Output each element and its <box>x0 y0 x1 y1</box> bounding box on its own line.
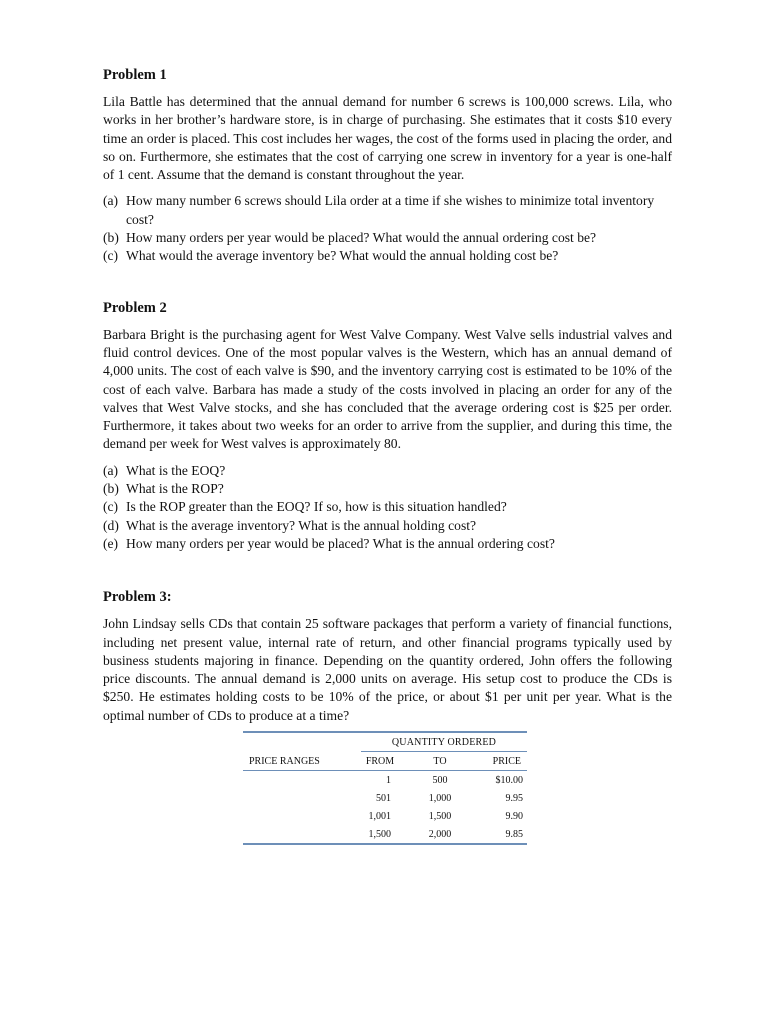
question-item <box>103 462 672 480</box>
question-item <box>103 480 672 498</box>
table-cell: 9.95 <box>505 792 523 804</box>
table-header-row <box>243 752 527 770</box>
quantity-ordered-header: QUANTITY ORDERED <box>391 736 497 748</box>
price-discount-table <box>243 731 527 845</box>
question-item <box>103 229 672 247</box>
question-text: How many number 6 screws should Lila order at a time if she wishes to minimize total inventory cost? <box>126 193 655 227</box>
question-text: What is the EOQ? <box>126 462 226 478</box>
problem-2-title: Problem 2 <box>103 299 167 316</box>
question-item <box>103 247 672 265</box>
question-item <box>103 192 672 229</box>
question-text: What would the average inventory be? What would the annual holding cost be? <box>126 248 559 264</box>
question-label: (e) <box>103 535 119 551</box>
question-label: (a) <box>103 193 119 209</box>
question-item <box>103 498 672 516</box>
column-header: PRICE <box>492 755 521 767</box>
question-text: How many orders per year would be placed? What is the annual ordering cost? <box>126 535 555 551</box>
table-cell: $10.00 <box>495 774 523 786</box>
question-text: How many orders per year would be placed? What would the annual ordering cost be? <box>126 230 597 246</box>
table-group-header <box>243 733 527 751</box>
table-cell: 1,500 <box>428 810 452 822</box>
problem-3-title: Problem 3: <box>103 589 172 606</box>
table-row <box>243 789 527 807</box>
table-row <box>243 771 527 789</box>
question-label: (c) <box>103 248 119 264</box>
table-cell: 501 <box>376 792 391 804</box>
problem-1-questions <box>103 192 672 265</box>
table-cell: 1,500 <box>368 828 391 840</box>
question-item <box>103 517 672 535</box>
column-header: FROM <box>365 755 395 767</box>
question-text: What is the average inventory? What is the annual holding cost? <box>126 517 477 533</box>
table-cell: 1,001 <box>368 810 391 822</box>
question-label: (b) <box>103 230 119 246</box>
problem-2 <box>103 299 672 554</box>
problem-1-title: Problem 1 <box>103 67 167 83</box>
question-label: (b) <box>103 481 119 497</box>
table-bottom-rule <box>243 843 527 845</box>
question-item <box>103 535 672 553</box>
question-label: (a) <box>103 462 119 478</box>
table-cell: 1,000 <box>428 792 452 804</box>
column-header: PRICE RANGES <box>249 755 320 767</box>
question-text: What is the ROP? <box>126 481 224 497</box>
table-cell: 9.90 <box>505 810 523 822</box>
question-label: (d) <box>103 517 119 533</box>
problem-3-paragraph: John Lindsay sells CDs that contain 25 software packages that perform a variety of financial functions, including net present value, internal rate of return, and other financial programs typically used by business students majoring in finance. Depending on the quantity ordered, John offers the following price discounts. The annual demand is 2,000 units on average. His setup cost to produce the CDs is $250. He estimates holding costs to be 10% of the price, or about $1 per unit per year. What is the optimal number of CDs to produce at a time? <box>103 616 672 723</box>
problem-3 <box>103 588 672 845</box>
table-row <box>243 825 527 843</box>
table-cell: 2,000 <box>428 828 452 840</box>
document-page <box>103 66 672 845</box>
table-cell: 1 <box>386 774 391 786</box>
table-cell: 500 <box>432 774 448 786</box>
problem-2-questions <box>103 462 672 553</box>
question-text: Is the ROP greater than the EOQ? If so, how is this situation handled? <box>126 499 507 515</box>
question-label: (c) <box>103 499 119 515</box>
table-row <box>243 807 527 825</box>
problem-2-paragraph: Barbara Bright is the purchasing agent for West Valve Company. West Valve sells industrial valves and fluid control devices. One of the most popular valves is the Western, which has an annual demand of 4,000 units. The cost of each valve is $90, and the inventory carrying cost is estimated to be 10% of the cost of each valve. Barbara has made a study of the costs involved in placing an order for any of the valves that West Valve stocks, and she has concluded that the average ordering cost is $25 per order. Furthermore, it takes about two weeks for an order to arrive from the supplier, and during this time, the demand per week for West valves is approximately 80. <box>103 326 672 452</box>
problem-1 <box>103 66 672 266</box>
table-cell: 9.85 <box>505 828 523 840</box>
column-header: TO <box>433 755 447 767</box>
problem-1-paragraph: Lila Battle has determined that the annual demand for number 6 screws is 100,000 screws. Lila, who works in her brother’s hardware store, is in charge of purchasing. She estimates that it costs $10 every time an order is placed. This cost includes her wages, the cost of the forms used in placing the order, and so on. Furthermore, she estimates that the cost of carrying one screw in inventory for a year is one-half of 1 cent. Assume that the demand is constant throughout the year. <box>103 94 672 183</box>
